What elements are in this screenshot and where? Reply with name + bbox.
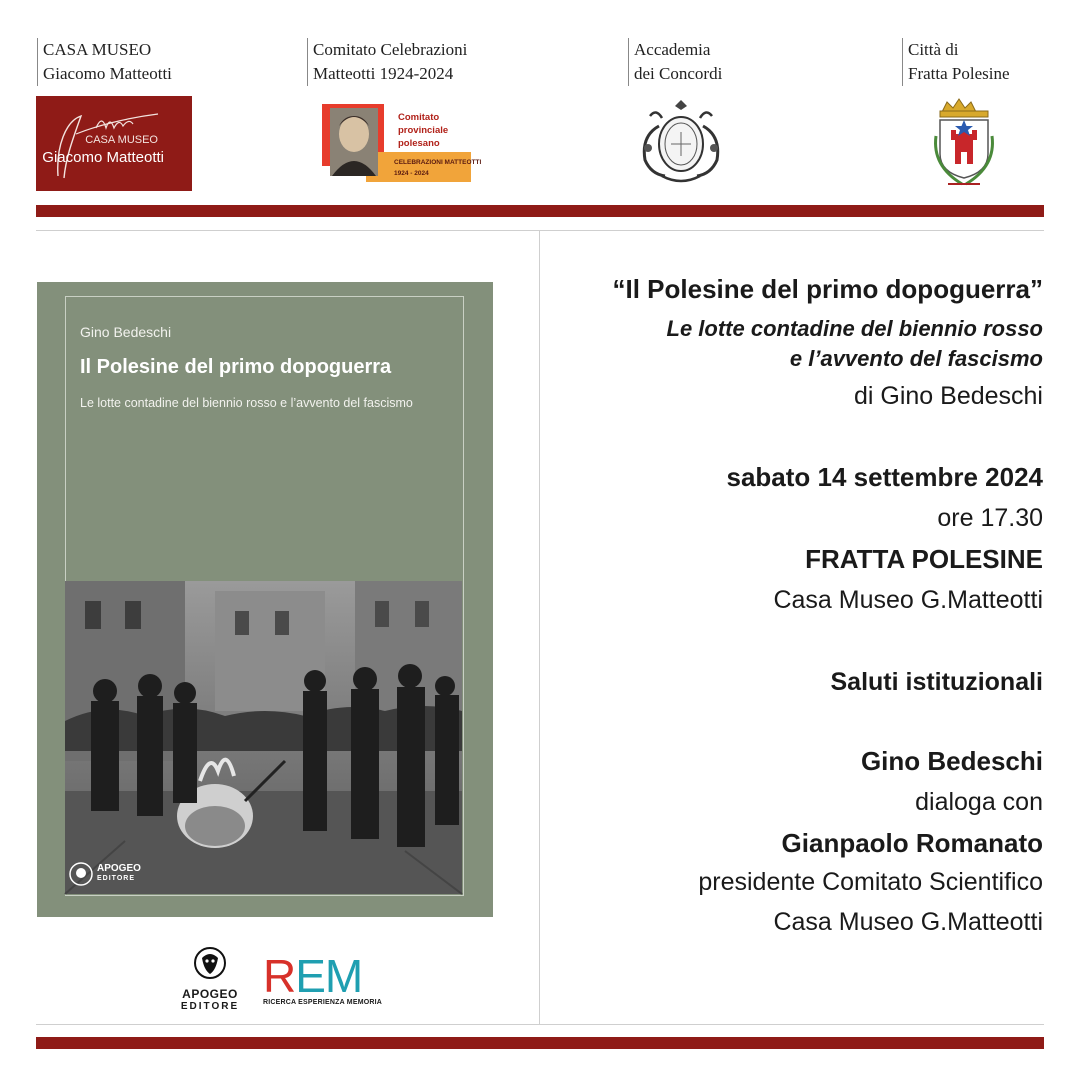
event-subtitle-line1: Le lotte contadine del biennio rosso — [666, 316, 1043, 341]
cover-title: Il Polesine del primo dopoguerra — [80, 356, 392, 378]
comitato-logo-line4: CELEBRAZIONI MATTEOTTI — [394, 159, 482, 166]
top-thin-rule — [36, 230, 1044, 231]
footer-divider-bar — [36, 1037, 1044, 1049]
casa-museo-logo — [36, 96, 192, 191]
org-name-casa-museo: CASA MUSEO Giacomo Matteotti — [37, 38, 172, 86]
speaker-2-role: presidente Comitato Scientifico — [698, 868, 1043, 896]
event-venue: Casa Museo G.Matteotti — [773, 586, 1043, 614]
speaker-1: Gino Bedeschi — [860, 746, 1043, 776]
header-divider-bar — [36, 205, 1044, 217]
event-byline: di Gino Bedeschi — [853, 382, 1043, 410]
org-casa-museo — [37, 38, 172, 86]
casa-museo-logo-line1: CASA MUSEO — [85, 134, 158, 146]
cover-publisher-badge — [69, 862, 141, 886]
comitato-logo — [322, 104, 482, 184]
org-fratta — [902, 38, 1010, 86]
event-place: FRATTA POLESINE — [805, 544, 1043, 574]
rem-tagline: RICERCA ESPERIENZA MEMORIA — [263, 999, 383, 1006]
accademia-emblem — [632, 96, 730, 188]
comitato-logo-line1: Comitato — [398, 112, 440, 123]
event-title: “Il Polesine del primo dopoguerra” — [612, 274, 1043, 304]
event-date: sabato 14 settembre 2024 — [726, 462, 1043, 492]
comitato-logo-line3: polesano — [398, 138, 440, 149]
speaker-2-org: Casa Museo G.Matteotti — [773, 908, 1043, 936]
org-name-comitato: Comitato Celebrazioni Matteotti 1924-2024 — [307, 38, 467, 86]
column-divider — [539, 231, 540, 1025]
comitato-logo-line5: 1924 - 2024 — [394, 170, 429, 177]
apogeo-face-icon — [193, 946, 227, 980]
comitato-logo-line2: provinciale — [398, 125, 449, 136]
rem-logo — [263, 950, 383, 1006]
apogeo-cover-icon — [69, 862, 93, 886]
apogeo-name: APOGEO — [182, 987, 238, 1001]
org-name-accademia: Accademia dei Concordi — [628, 38, 722, 86]
event-subtitle-line2: e l’avvento del fascismo — [789, 346, 1043, 371]
org-accademia — [628, 38, 722, 86]
speaker-2: Gianpaolo Romanato — [781, 828, 1043, 858]
event-greetings: Saluti istituzionali — [830, 668, 1043, 696]
cover-publisher-sub: EDITORE — [97, 875, 135, 882]
cover-photo — [65, 581, 462, 894]
cover-publisher-name: APOGEO — [97, 863, 141, 874]
org-name-fratta: Città di Fratta Polesine — [902, 38, 1010, 86]
casa-museo-logo-line2: Giacomo Matteotti — [42, 149, 164, 166]
apogeo-logo — [170, 946, 250, 1012]
book-cover — [37, 282, 493, 917]
dialogue-text: dialoga con — [915, 788, 1043, 816]
event-subtitle — [667, 314, 1043, 374]
rem-r: R — [263, 950, 296, 1002]
org-comitato — [307, 38, 467, 86]
rem-em: EM — [295, 950, 363, 1002]
fratta-coat-of-arms — [926, 96, 1002, 192]
apogeo-sub: EDITORE — [180, 1001, 240, 1012]
cover-subtitle: Le lotte contadine del biennio rosso e l’avvento del fascismo — [80, 396, 413, 410]
cover-author: Gino Bedeschi — [80, 324, 172, 340]
bottom-thin-rule — [36, 1024, 1044, 1025]
event-time: ore 17.30 — [937, 504, 1043, 532]
